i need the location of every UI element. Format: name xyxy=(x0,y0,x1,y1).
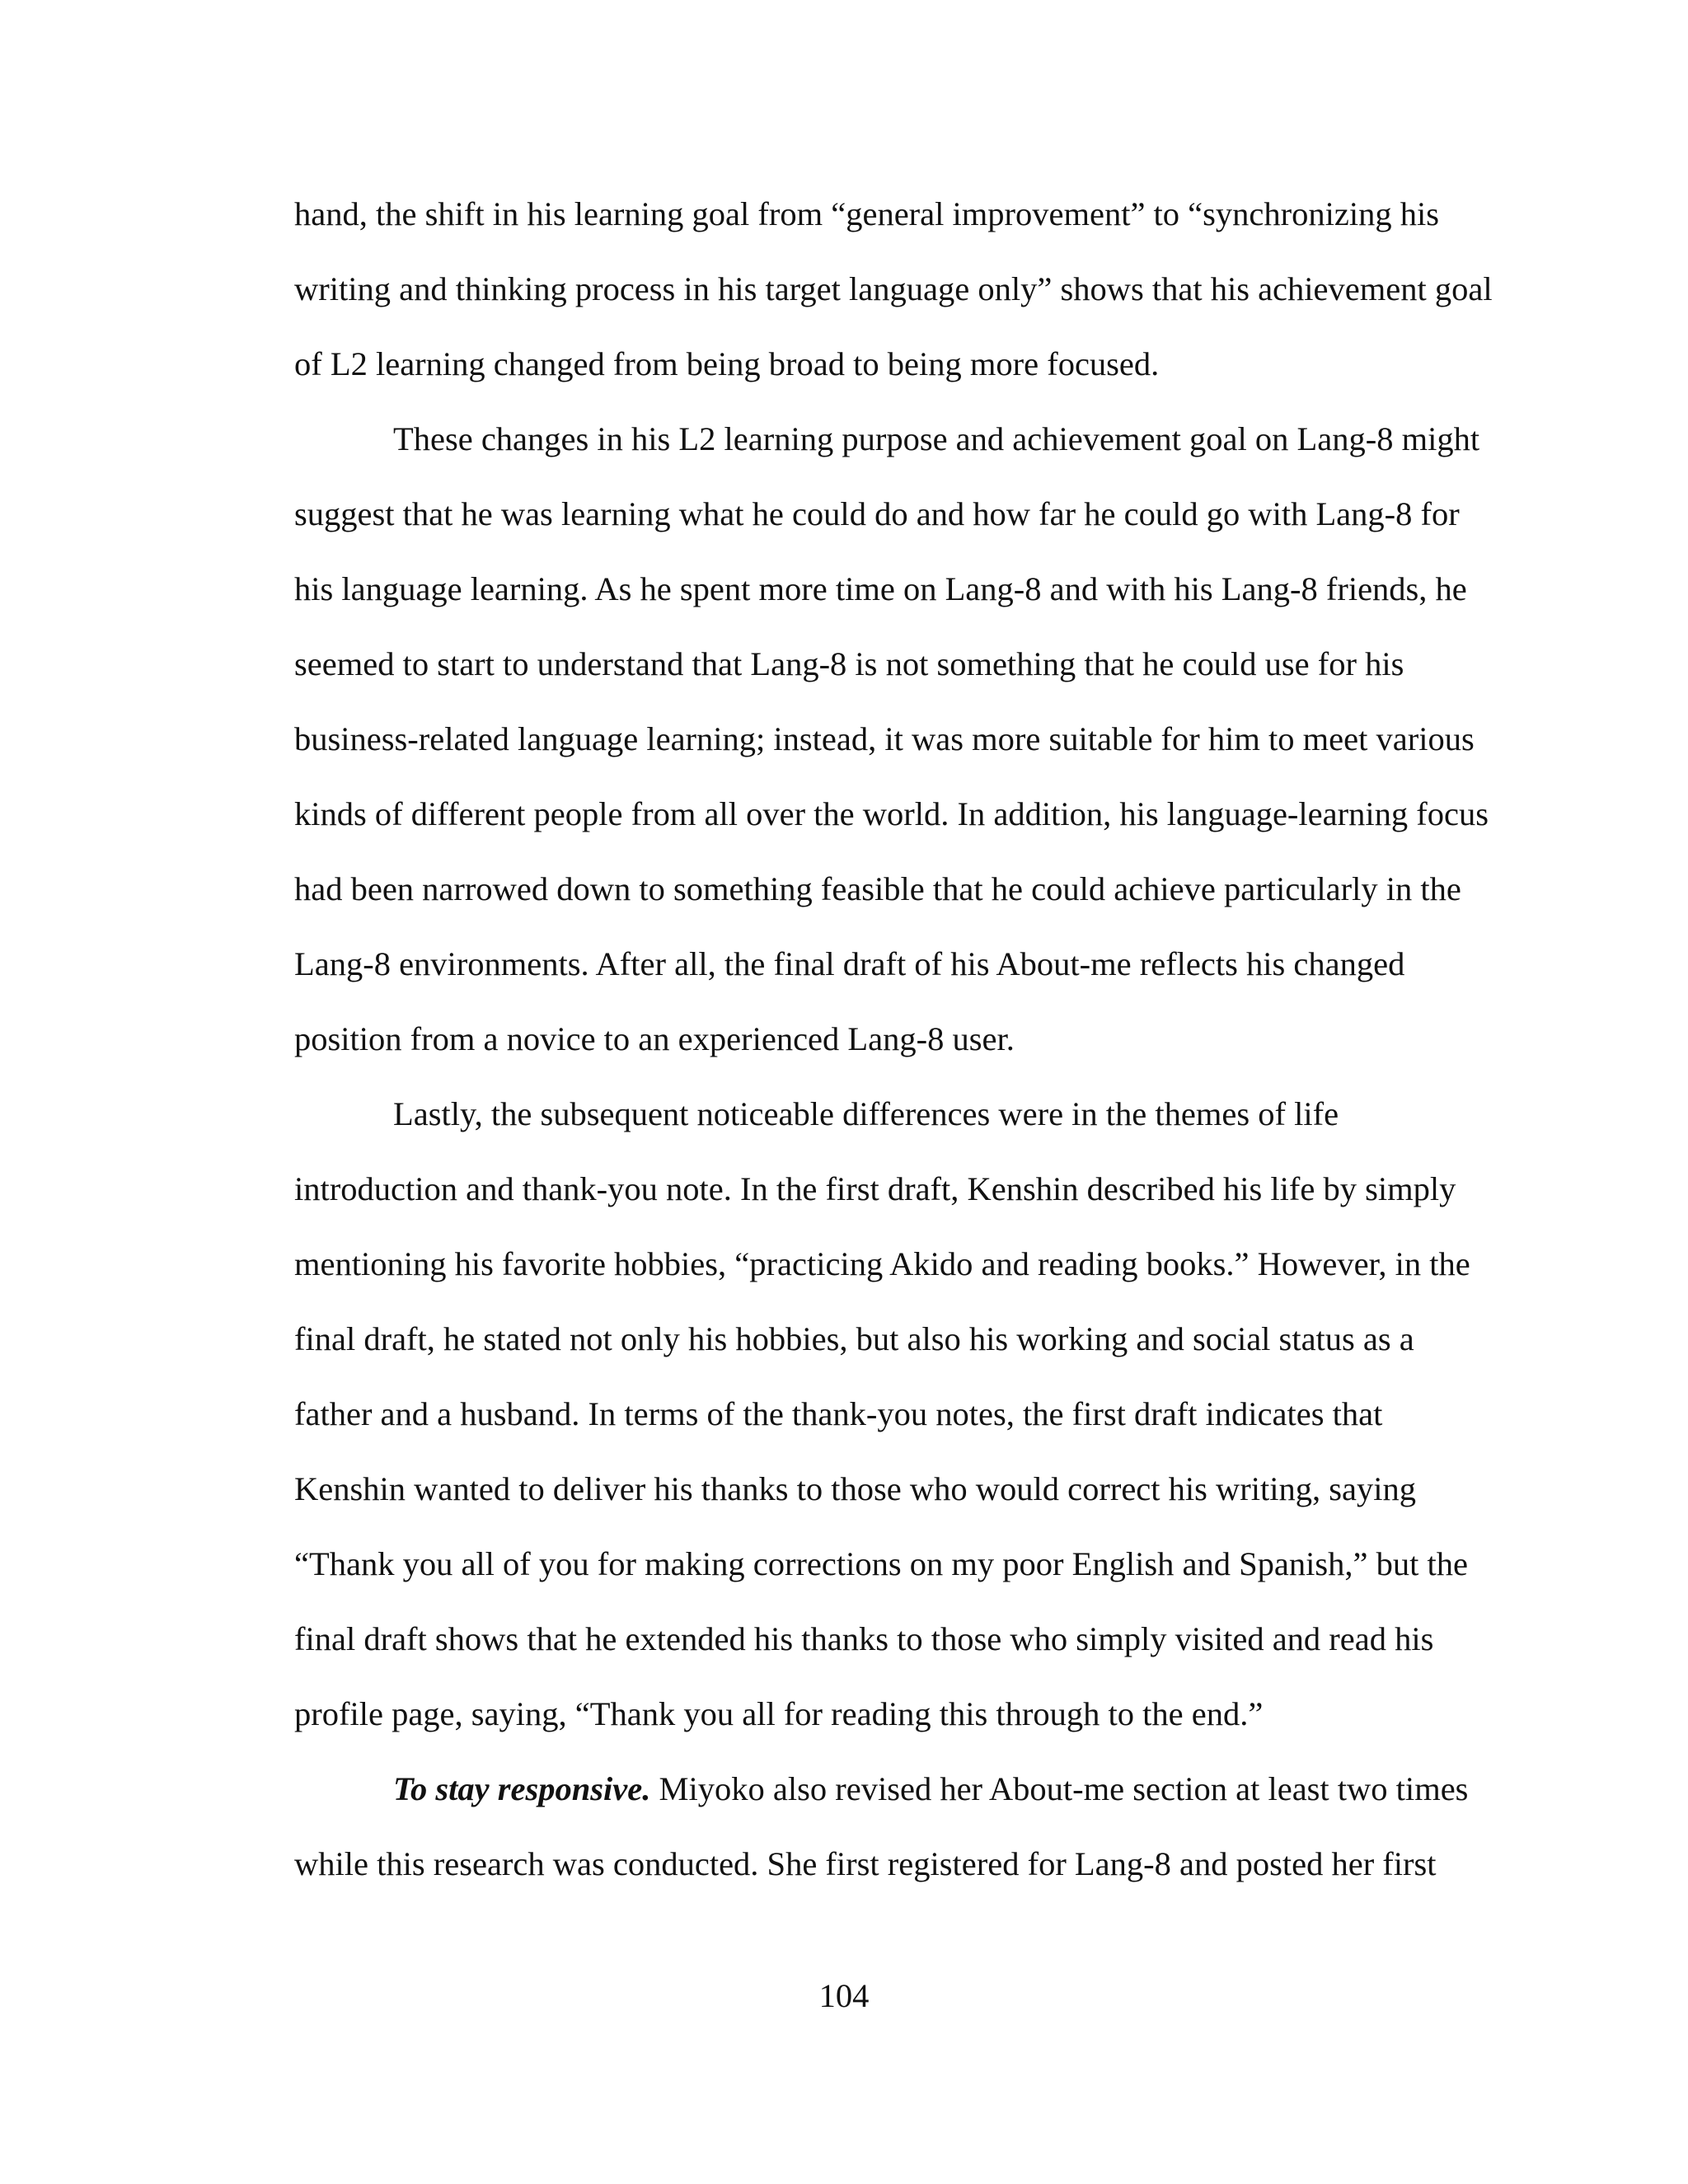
text-line: Lang-8 environments. After all, the final draft of his About-me reflects his changed xyxy=(294,945,1405,982)
text-line: his language learning. As he spent more time on Lang-8 and with his Lang-8 friends, he xyxy=(294,570,1467,607)
text-line: suggest that he was learning what he could do and how far he could go with Lang-8 for xyxy=(294,495,1460,532)
text-line: writing and thinking process in his target language only” shows that his achievement goal xyxy=(294,270,1493,307)
text-line: final draft, he stated not only his hobbies, but also his working and social status as a xyxy=(294,1320,1414,1357)
text-line: These changes in his L2 learning purpose and achievement goal on Lang-8 might xyxy=(393,420,1480,457)
text-line: seemed to start to understand that Lang-8 is not something that he could use for his xyxy=(294,645,1404,682)
text-line: hand, the shift in his learning goal from “general improvement” to “synchronizing his xyxy=(294,195,1440,232)
text-line: Kenshin wanted to deliver his thanks to those who would correct his writing, saying xyxy=(294,1470,1417,1507)
page-number: 104 xyxy=(818,1977,870,2014)
text-line: position from a novice to an experienced Lang-8 user. xyxy=(294,1020,1015,1057)
text-line: kinds of different people from all over the world. In addition, his language-learning focus xyxy=(294,795,1489,832)
section-heading: To stay responsive. xyxy=(393,1770,651,1807)
text-line: profile page, saying, “Thank you all for reading this through to the end.” xyxy=(294,1695,1264,1732)
text-line: business-related language learning; instead, it was more suitable for him to meet various xyxy=(294,720,1475,757)
text-line: had been narrowed down to something feasible that he could achieve particularly in the xyxy=(294,870,1461,907)
text-line: while this research was conducted. She first registered for Lang-8 and posted her first xyxy=(294,1845,1437,1882)
text-line: of L2 learning changed from being broad to being more focused. xyxy=(294,345,1160,382)
text-line: Lastly, the subsequent noticeable differences were in the themes of life xyxy=(393,1095,1339,1132)
text-line: “Thank you all of you for making corrections on my poor English and Spanish,” but the xyxy=(294,1545,1468,1582)
text-line: father and a husband. In terms of the thank-you notes, the first draft indicates that xyxy=(294,1395,1383,1432)
text-line: final draft shows that he extended his thanks to those who simply visited and read his xyxy=(294,1620,1434,1657)
text-line: mentioning his favorite hobbies, “practicing Akido and reading books.” However, in the xyxy=(294,1245,1470,1282)
text-line xyxy=(393,1769,1468,1809)
text-run: Miyoko also revised her About-me section at least two times xyxy=(650,1770,1469,1807)
text-line: introduction and thank-you note. In the first draft, Kenshin described his life by simply xyxy=(294,1170,1456,1207)
